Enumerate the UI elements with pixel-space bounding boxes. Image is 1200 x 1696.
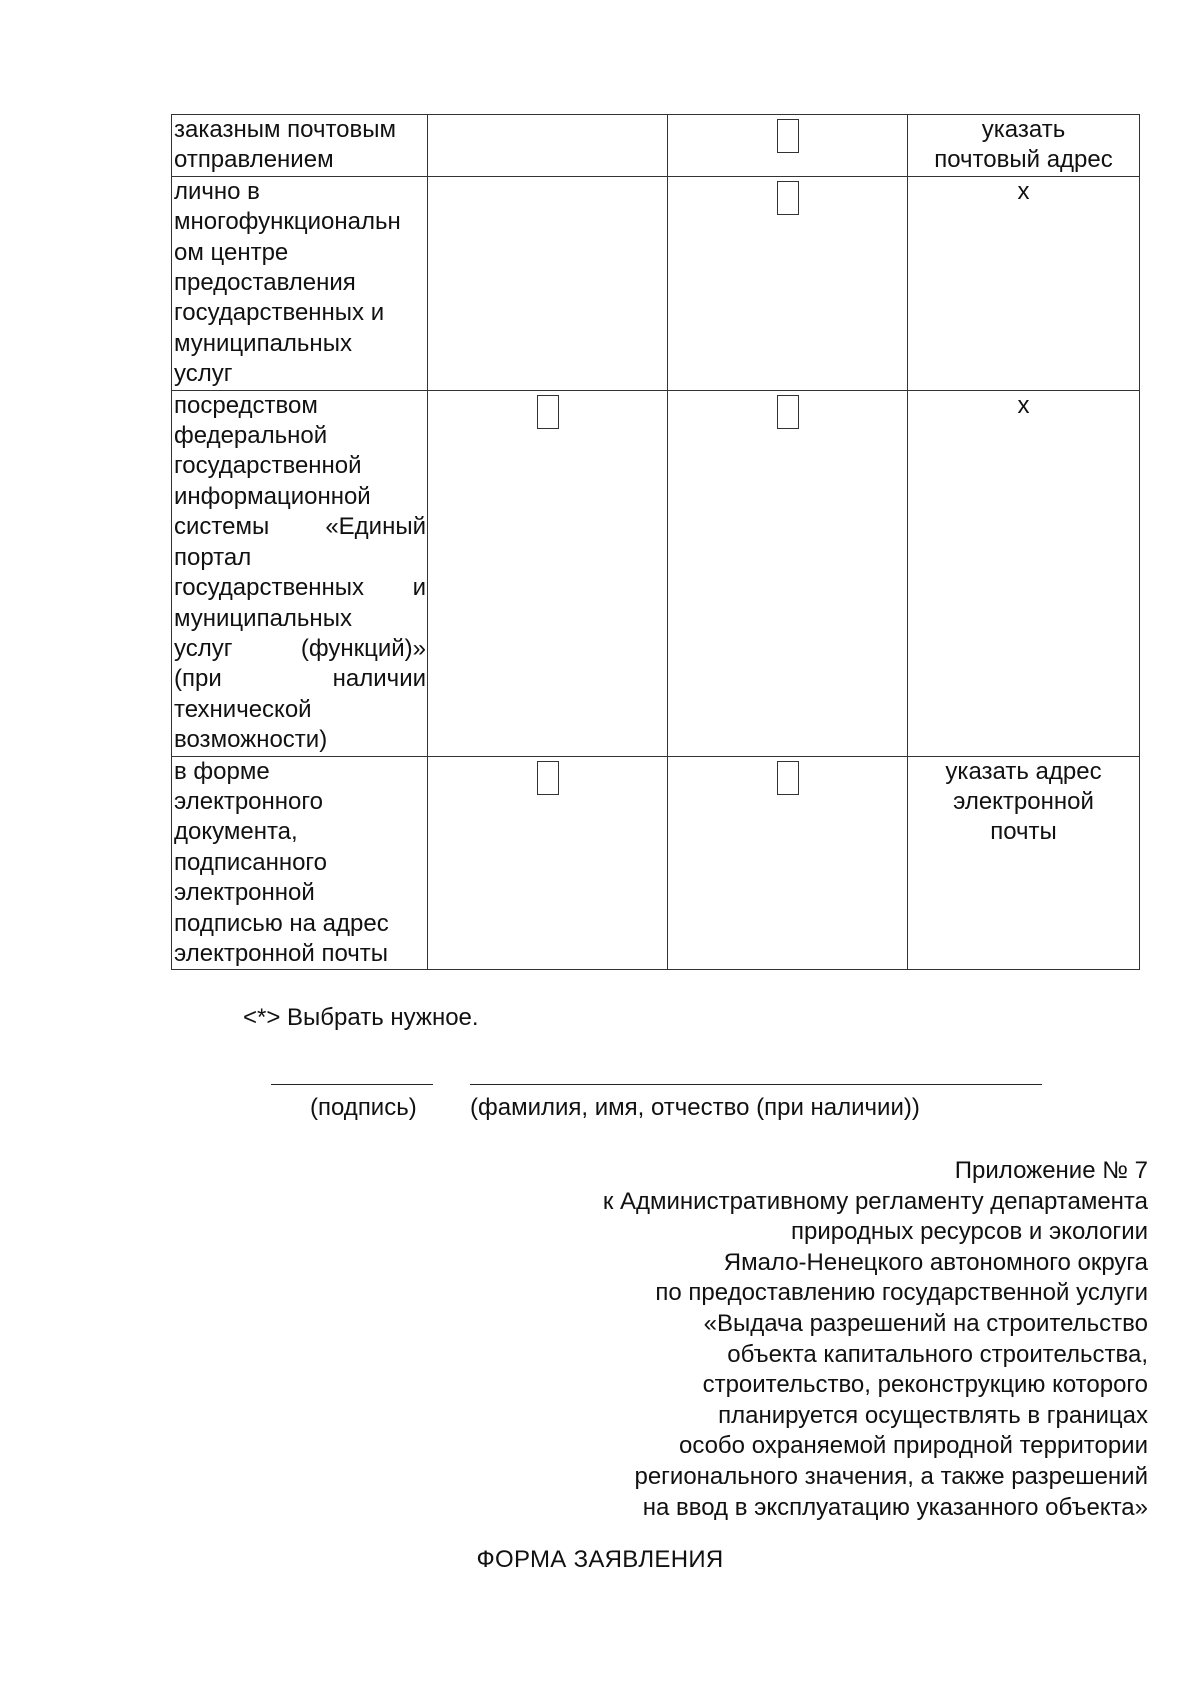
signature-caption: (подпись) [310,1094,417,1121]
note-line: почтовый адрес [934,146,1113,174]
method-label-line: технической [174,695,312,723]
method-label-line: государственных и [174,299,385,327]
electronic-copy-checkbox[interactable] [777,119,799,153]
delivery-method-table [171,114,1140,970]
method-label-line: подписью на адрес [174,909,389,937]
method-label-line: электронного [174,787,323,815]
method-label-line: заказным почтовым [174,116,397,143]
note-line: указать [981,116,1066,143]
appendix-line: к Административному регламенту департамента [602,1187,1148,1215]
appendix-line: природных ресурсов и экологии [791,1218,1148,1246]
method-label-line: электронной почты [174,939,389,967]
method-label-line: муниципальных [174,604,352,632]
appendix-line: строительство, реконструкцию которого [702,1371,1148,1399]
note-cell [908,390,1140,756]
paper-copy-checkbox[interactable] [537,761,559,795]
full-name-caption: (фамилия, имя, отчество (при наличии)) [470,1094,920,1121]
method-label-line: посредством [174,391,318,419]
method-label-line: предоставления [174,269,356,297]
appendix-line: планируется осуществлять в границах [718,1401,1148,1429]
table-row [172,115,1140,177]
delivery-method-table-body [172,115,1140,970]
electronic-copy-cell [668,390,908,756]
method-label-line: услуг [174,360,233,388]
method-label-line: (при наличии [174,665,426,693]
table-row [172,176,1140,390]
method-label-cell [172,176,428,390]
method-label-cell [172,390,428,756]
method-label-line: документа, [174,818,298,846]
form-title: ФОРМА ЗАЯВЛЕНИЯ [476,1546,724,1573]
footnote: <*> Выбрать нужное. [243,1004,479,1031]
appendix-line: «Выдача разрешений на строительство [703,1309,1148,1337]
electronic-copy-checkbox[interactable] [777,181,799,215]
electronic-copy-checkbox[interactable] [777,761,799,795]
method-label-line: ом центре [174,238,289,266]
method-label-line: возможности) [174,726,328,754]
appendix-line: особо охраняемой природной территории [678,1432,1148,1460]
electronic-copy-cell [668,756,908,970]
method-label-line: информационной [174,482,371,510]
method-label-cell [172,756,428,970]
method-label-line: государственных и [174,574,426,602]
note-cell [908,756,1140,970]
method-label-line: услуг (функций)» [174,634,426,662]
method-label-line: государственной [174,452,362,480]
table-row [172,390,1140,756]
note-line: х [1017,177,1030,205]
paper-copy-cell [428,756,668,970]
appendix-line: Ямало-Ненецкого автономного округа [723,1248,1148,1276]
method-label-line: портал [174,543,252,571]
appendix-line: Приложение № 7 [954,1157,1148,1184]
method-label-cell [172,115,428,177]
note-line: электронной [953,787,1094,815]
electronic-copy-checkbox[interactable] [777,395,799,429]
method-label-line: электронной [174,879,315,907]
paper-copy-cell [428,115,668,177]
note-line: почты [990,818,1057,846]
note-cell [908,176,1140,390]
appendix-line: по предоставлению государственной услуги [655,1279,1148,1307]
note-line: х [1017,391,1030,419]
paper-copy-cell [428,176,668,390]
appendix-header [448,1156,1148,1523]
method-label-line: многофункциональн [174,208,401,236]
method-label-line: федеральной [174,422,328,450]
appendix-line: объекта капитального строительства, [727,1340,1148,1368]
electronic-copy-cell [668,176,908,390]
full-name-line [470,1084,1042,1085]
method-label-line: в форме [174,757,270,785]
paper-copy-checkbox[interactable] [537,395,559,429]
method-label-line: системы «Единый [174,513,426,541]
electronic-copy-cell [668,115,908,177]
signature-line [271,1084,433,1085]
method-label-line: отправлением [174,146,334,174]
method-label-line: лично в [174,177,260,205]
note-cell [908,115,1140,177]
table-row [172,756,1140,970]
method-label-line: подписанного [174,848,327,876]
note-line: указать адрес [945,757,1102,785]
appendix-line: регионального значения, а также разрешений [634,1462,1148,1490]
appendix-line: на ввод в эксплуатацию указанного объекта» [642,1493,1148,1521]
method-label-line: муниципальных [174,329,352,357]
paper-copy-cell [428,390,668,756]
